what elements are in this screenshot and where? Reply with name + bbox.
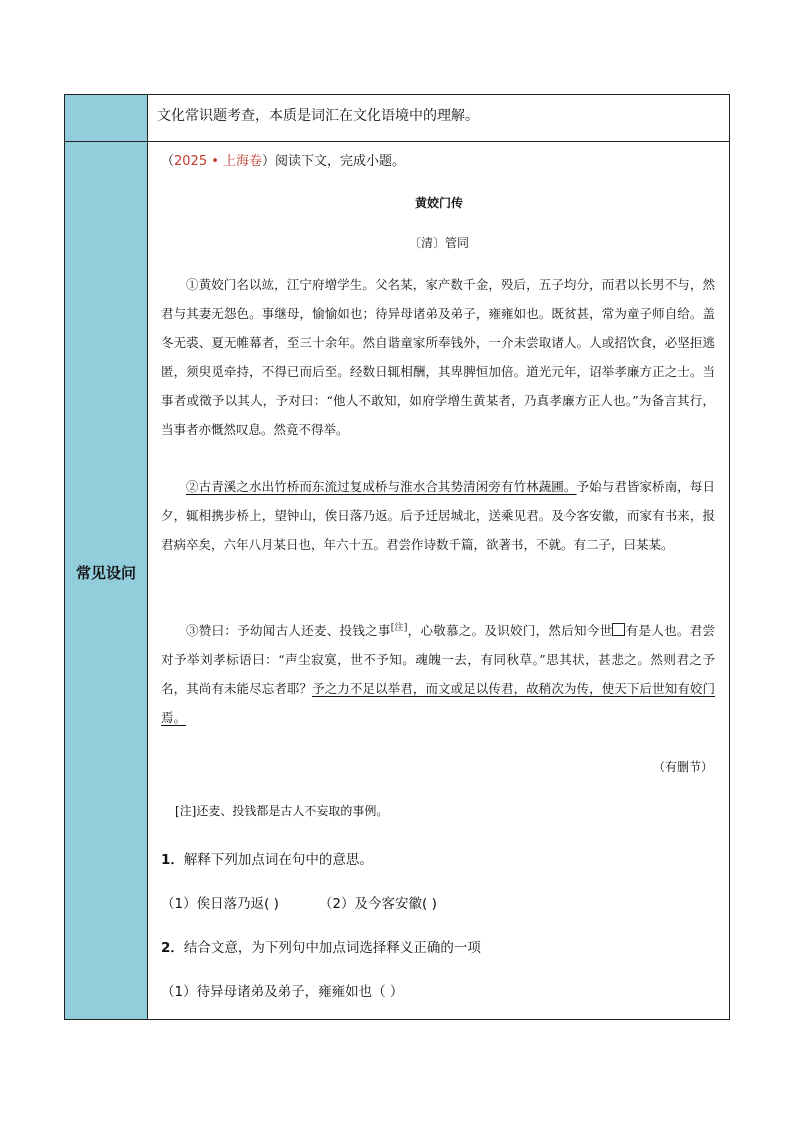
left-cell-empty (65, 95, 148, 141)
question-2-text: 结合文意，为下列句中加点词选择释义正确的一项 (183, 940, 481, 956)
table-row-2 (65, 142, 729, 1019)
abridged-note: （有删节） (652, 760, 713, 774)
source-line (161, 150, 405, 169)
paragraph-3-a: ③赞曰：予幼闻古人还麦、投钱之事 (186, 623, 391, 639)
missing-char-box (612, 623, 625, 636)
question-1-text: 解释下列加点词在句中的意思。 (183, 852, 373, 868)
paragraph-3-text (161, 614, 715, 732)
article-author: 〔清〕管同 (408, 236, 469, 250)
source-open: （ (161, 154, 175, 169)
question-1-items (161, 892, 437, 912)
question-1-number: 1． (161, 852, 184, 868)
right-cell-1 (149, 95, 729, 141)
article-title: 黄姣门传 (414, 196, 463, 210)
table-row-1 (65, 95, 729, 142)
section-label: 常见设问 (75, 564, 136, 582)
paragraph-3-b: ，心敬慕之。及识姣门，然后知今世 (407, 623, 613, 639)
footnote: [注]还麦、投钱都是古人不妄取的事例。 (175, 804, 389, 818)
paragraph-3 (161, 614, 715, 732)
question-1-item-b: （2）及今客安徽( ) (318, 896, 437, 912)
question-2-number: 2． (161, 940, 184, 956)
intro-text: 文化常识题考查，本质是词汇在文化语境中的理解。 (157, 108, 479, 124)
paragraph-2 (161, 472, 715, 559)
paragraph-2-rest: 予始与君皆家桥南，每日夕，辄相携步桥上，望钟山，俟日落乃返。后予迁居城北，送乘见君。及今客安徽，而家有书来，报君病卒矣，六年八月某日也，年六十五。君尝作诗数千篇，欲著书，不就。有二子，曰某某。 (161, 479, 715, 552)
paragraph-2-text (161, 472, 715, 559)
paragraph-2-underlined: ②古青溪之水出竹桥而东流过复成桥与淮水合其势清闲旁有竹林蔬圃。 (186, 479, 577, 494)
paragraph-3-underlined: 予之力不足以举君，而文或足以传君，故稍次为传，使天下后世知有姣门焉。 (161, 681, 715, 726)
question-1-item-a: （1）俟日落乃返( ) (161, 896, 279, 912)
right-cell-2 (149, 142, 729, 1019)
paragraph-1-text: ①黄姣门名以竑，江宁府增学生。父名某，家产数千金，殁后，五子均分，而君以长男不与，然君与其妻无怨色。事继母，愉愉如也；待异母诸弟及弟子，雍雍如也。既贫甚，常为童子师自给。盖冬无裘、夏无帷幕者，至三十余年。然自谐童家所奉钱外，一介未尝取诸人。人或招饮食，必坚拒逃匿，须臾觅牵持，不得已而后至。经数日辄相酬，其卑脾恒加倍。道光元年，诏举孝廉方正之士。当事者或徵予以其人，予对曰：“他人不敢知，如府学增生黄某者，乃真孝廉方正人也。”为备言其行，当事者亦慨然叹息。然竟不得举。 (161, 277, 715, 437)
question-1 (161, 848, 373, 868)
source-rest: ）阅读下文，完成小题。 (262, 154, 406, 169)
left-cell-label (65, 142, 148, 1019)
question-2 (161, 936, 481, 956)
content-table (64, 94, 730, 1020)
paragraph-3-c: 有是人也。君尝对予举刘孝标语曰：“声尘寂寞，世不予知。魂魄一去，有同秋草。”思其状，甚悲之。然则君之予名，其尚有未能尽忘者耶？ (161, 623, 715, 697)
source-year-exam: 2025 • 上海卷 (174, 154, 263, 169)
paragraph-3-note-marker: [注] (390, 623, 408, 633)
question-2-item-a: （1）待异母诸弟及弟子，雍雍如也（ ） (161, 984, 404, 1000)
paragraph-1 (161, 270, 715, 444)
